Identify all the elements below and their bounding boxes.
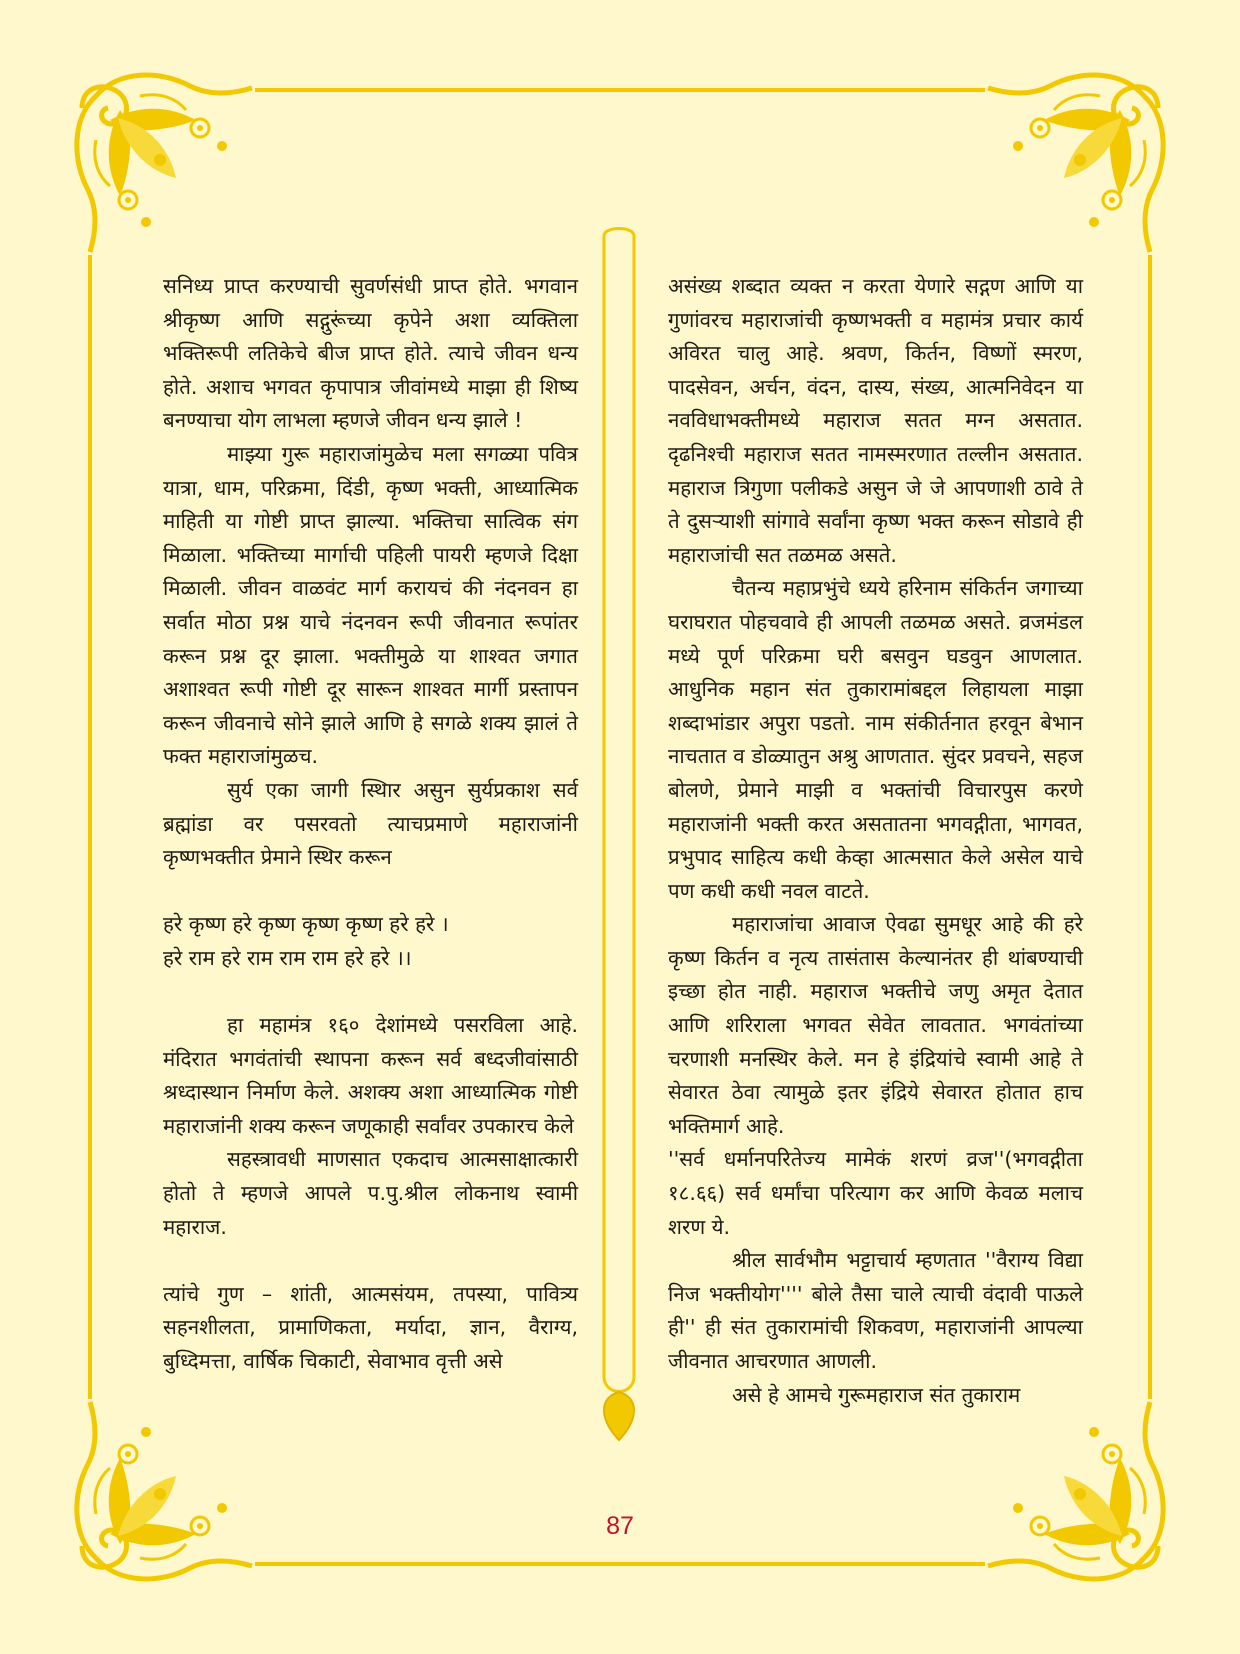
paragraph: ''सर्व धर्मानपरितेज्य मामेकं शरणं व्रज''(भगवद्गीता १८.६६) सर्व धर्मांचा परित्याग कर आणि केवळ मलाच शरण ये. — [668, 1147, 1083, 1239]
paragraph: सहस्त्रावधी माणसात एकदाच आत्मसाक्षात्कारी होतो ते म्हणजे आपले प.पु.श्रील लोकनाथ स्वामी महाराज. — [163, 1147, 578, 1239]
paragraph: चैतन्य महाप्रभुंचे ध्यये हरिनाम संकिर्तन जगाच्या घराघरात पोहचवावे ही आपली तळमळ असते. व्रजमंडल मध्ये पूर्ण परिक्रमा घरी बसवुन घडवुन आणलात. आधुनिक महान संत तुकारामांबद्दल लिहायला माझा शब्दाभांडार अपुरा पडतो. नाम संकीर्तनात हरवून बेभान नाचतात व डोळ्यातुन अश्रु आणतात. सुंदर प्रवचने, सहज बोलणे, प्रेमाने माझी व भक्तांची विचारपुस करणे महाराजांनी भक्ती करत असतातना भगवद्गीता, भागवत, प्रभुपाद साहित्य कधी केव्हा आत्मसात केले असेल याचे पण कधी कधी नवल वाटते. — [668, 576, 1083, 903]
corner-ornament-bottom-right — [988, 1402, 1163, 1579]
page-number: 87 — [606, 1512, 634, 1540]
paragraph: हरे कृष्ण हरे कृष्ण कृष्ण कृष्ण हरे हरे । — [163, 912, 449, 937]
paragraph-spacer — [163, 875, 578, 909]
right-text-column — [668, 270, 1083, 1412]
paragraph-spacer — [163, 1244, 578, 1278]
paragraph: हरे राम हरे राम राम राम हरे हरे ।। — [163, 945, 412, 970]
left-text-column — [163, 270, 578, 1379]
paragraph: हा महामंत्र १६० देशांमध्ये पसरविला आहे. मंदिरात भगवंतांची स्थापना करून सर्व बध्दजीवांसाठी श्रध्दास्थान निर्माण केले. अशक्य अशा आध्यात्मिक गोष्टी महाराजांनी शक्य करून जणूकाही सर्वांवर उपकारच केले — [163, 1013, 578, 1138]
paragraph: असंख्य शब्दात व्यक्त न करता येणारे सद्गण आणि या गुणांवरच महाराजांची कृष्णभक्ती व महामंत्र प्रचार कार्य अविरत चालु आहे. श्रवण, किर्तन, विष्णों स्मरण, पादसेवन, अर्चन, वंदन, दास्य, संख्य, आत्मनिवेदन या नवविधाभक्तीमध्ये महाराज सतत मग्न असतात. दृढनिश्ची महाराज सतत नामस्मरणात तल्लीन असतात. महाराज त्रिगुणा पलीकडे असुन जे जे आपणाशी ठावे ते ते दुसऱ्याशी सांगावे सर्वांना कृष्ण भक्त करून सोडावे ही महाराजांची सत तळमळ असते. — [668, 274, 1083, 567]
corner-ornament-bottom-left — [77, 1402, 252, 1579]
corner-ornament-top-right — [988, 75, 1163, 252]
column-divider — [604, 229, 634, 1441]
paragraph: माझ्या गुरू महाराजांमुळेच मला सगळ्या पवित्र यात्रा, धाम, परिक्रमा, दिंडी, कृष्ण भक्ती, आध्यात्मिक माहिती या गोष्टी प्राप्त झाल्या. भक्तिचा सात्विक संग मिळाला. भक्तिच्या मार्गाची पहिली पायरी म्हणजे दिक्षा मिळाली. जीवन वाळवंट मार्ग करायचं की नंदनवन हा सर्वात मोठा प्रश्न याचे नंदनवन रूपी जीवनात रूपांतर करून प्रश्न दूर झाला. भक्तीमुळे या शाश्वत जगात अशाश्वत रूपी गोष्टी दूर सारून शाश्वत मार्गी प्रस्तापन करून जीवनाचे सोने झाले आणि हे सगळे शक्य झालं ते फक्त महाराजांमुळच. — [163, 441, 578, 769]
paragraph: सनिध्य प्राप्त करण्याची सुवर्णसंधी प्राप्त होते. भगवान श्रीकृष्ण आणि सद्गुरूंच्या कृपेने अशा व्यक्तिला भक्तिरूपी लतिकेचे बीज प्राप्त होते. त्याचे जीवन धन्य होते. अशाच भगवत कृपापात्र जीवांमध्ये माझा ही शिष्य बनण्याचा योग लाभला म्हणजे जीवन धन्य झाले ! — [163, 274, 578, 433]
paragraph: त्यांचे गुण – शांती, आत्मसंयम, तपस्या, पावित्र्य सहनशीलता, प्रामाणिकता, मर्यादा, ज्ञान, वैराग्य, बुध्दिमत्ता, वार्षिक चिकाटी, सेवाभाव वृत्ती असे — [163, 1281, 578, 1373]
paragraph: असे हे आमचे गुरूमहाराज संत तुकाराम — [732, 1382, 1021, 1407]
paragraph: श्रील सार्वभौम भट्टाचार्य म्हणतात ''वैराग्य विद्या निज भक्तीयोग'''' बोले तैसा चाले त्याची वंदावी पाऊले ही'' ही संत तुकारामांची शिकवण, महाराजांनी आपल्या जीवनात आचरणात आणली. — [668, 1248, 1083, 1373]
paragraph: सुर्य एका जागी स्थिार असुन सुर्यप्रकाश सर्व ब्रह्मांडा वर पसरवतो त्याचप्रमाणे महाराजांनी कृष्णभक्तीत प्रेमाने स्थिर करून — [163, 777, 578, 870]
paragraph: महाराजांचा आवाज ऐवढा सुमधूर आहे की हरे कृष्ण किर्तन व नृत्य तासंतास केल्यानंतर ही थांबण्याची इच्छा होत नाही. महाराज भक्तीचे जणु अमृत देतात आणि शरिराला भगवत सेवेत लावतात. भगवंतांच्या चरणाशी मनस्थिर केले. मन हे इंद्रियांचे स्वामी आहे ते सेवारत ठेवा त्यामुळे इतर इंद्रिये सेवारत होतात हाच भक्तिमार्ग आहे. — [668, 912, 1083, 1138]
paragraph-spacer — [163, 975, 578, 1009]
corner-ornament-top-left — [77, 75, 252, 252]
